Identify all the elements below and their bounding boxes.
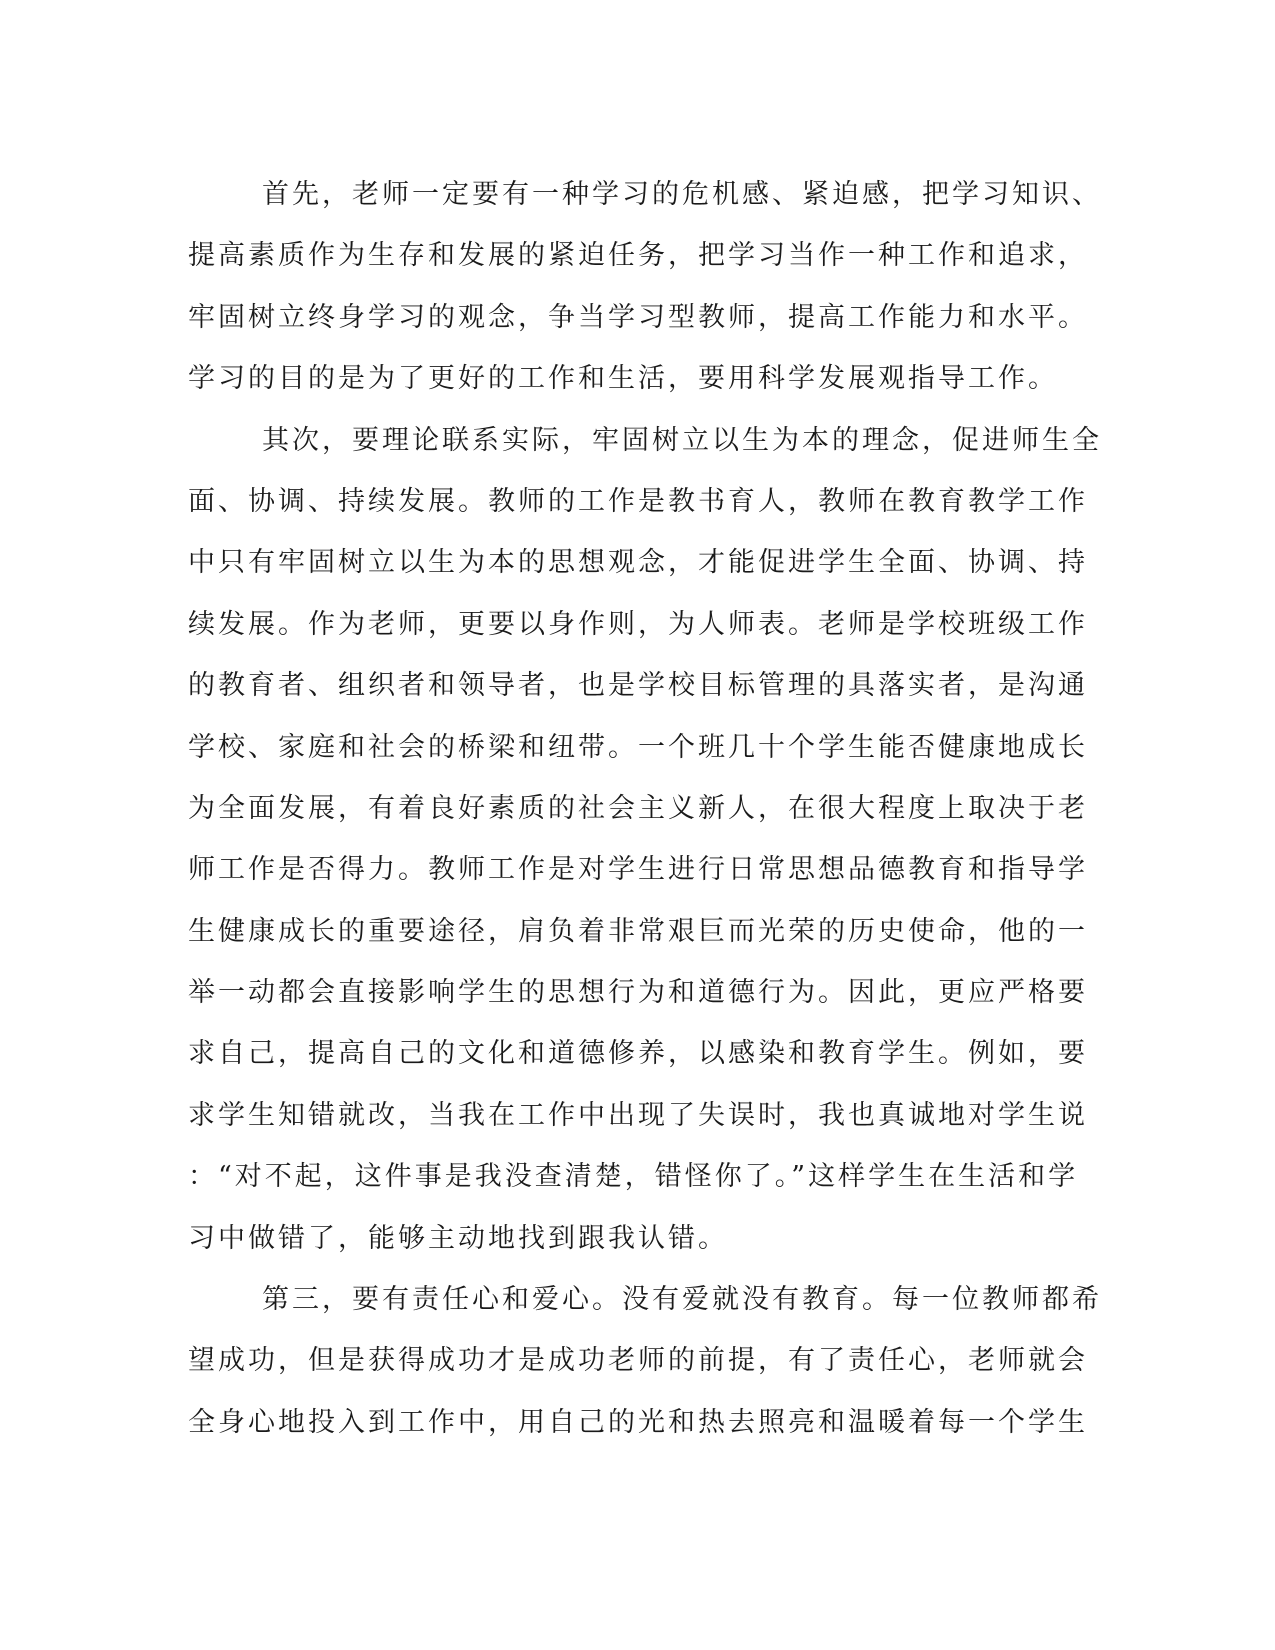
text-line: 师工作是否得力。教师工作是对学生进行日常思想品德教育和指导学 [188, 854, 1088, 886]
text-line: 第三，要有责任心和爱心。没有爱就没有教育。每一位教师都希 [262, 1284, 1102, 1316]
text-line: ：“对不起，这件事是我没查清楚，错怪你了。”这样学生在生活和学 [188, 1161, 1079, 1193]
text-line: 学校、家庭和社会的桥梁和纽带。一个班几十个学生能否健康地成长 [188, 731, 1088, 763]
text-line: 续发展。作为老师，更要以身作则，为人师表。老师是学校班级工作 [188, 608, 1088, 640]
text-line: 其次，要理论联系实际，牢固树立以生为本的理念，促进师生全 [262, 424, 1102, 456]
text-line: 为全面发展，有着良好素质的社会主义新人，在很大程度上取决于老 [188, 792, 1088, 824]
text-line: 举一动都会直接影响学生的思想行为和道德行为。因此，更应严格要 [188, 977, 1088, 1009]
paragraph-2 [188, 410, 1102, 1269]
text-line: 牢固树立终身学习的观念，争当学习型教师，提高工作能力和水平。 [188, 301, 1088, 333]
text-line: 习中做错了，能够主动地找到跟我认错。 [188, 1222, 728, 1254]
text-line: 面、协调、持续发展。教师的工作是教书育人，教师在教育教学工作 [188, 485, 1088, 517]
text-line: 生健康成长的重要途径，肩负着非常艰巨而光荣的历史使命，他的一 [188, 915, 1088, 947]
document-body [188, 164, 1102, 1453]
text-line: 求学生知错就改，当我在工作中出现了失误时，我也真诚地对学生说 [188, 1099, 1088, 1131]
text-line: 提高素质作为生存和发展的紧迫任务，把学习当作一种工作和追求， [188, 240, 1088, 272]
text-line: 望成功，但是获得成功才是成功老师的前提，有了责任心，老师就会 [188, 1345, 1088, 1377]
text-line: 全身心地投入到工作中，用自己的光和热去照亮和温暖着每一个学生 [188, 1406, 1088, 1438]
text-line: 的教育者、组织者和领导者，也是学校目标管理的具落实者，是沟通 [188, 670, 1088, 702]
paragraph-1 [188, 164, 1102, 410]
paragraph-3 [188, 1269, 1102, 1453]
text-line: 中只有牢固树立以生为本的思想观念，才能促进学生全面、协调、持 [188, 547, 1088, 579]
text-line: 求自己，提高自己的文化和道德修养，以感染和教育学生。例如，要 [188, 1038, 1088, 1070]
text-line: 学习的目的是为了更好的工作和生活，要用科学发展观指导工作。 [188, 363, 1058, 395]
text-line: 首先，老师一定要有一种学习的危机感、紧迫感，把学习知识、 [262, 179, 1102, 210]
